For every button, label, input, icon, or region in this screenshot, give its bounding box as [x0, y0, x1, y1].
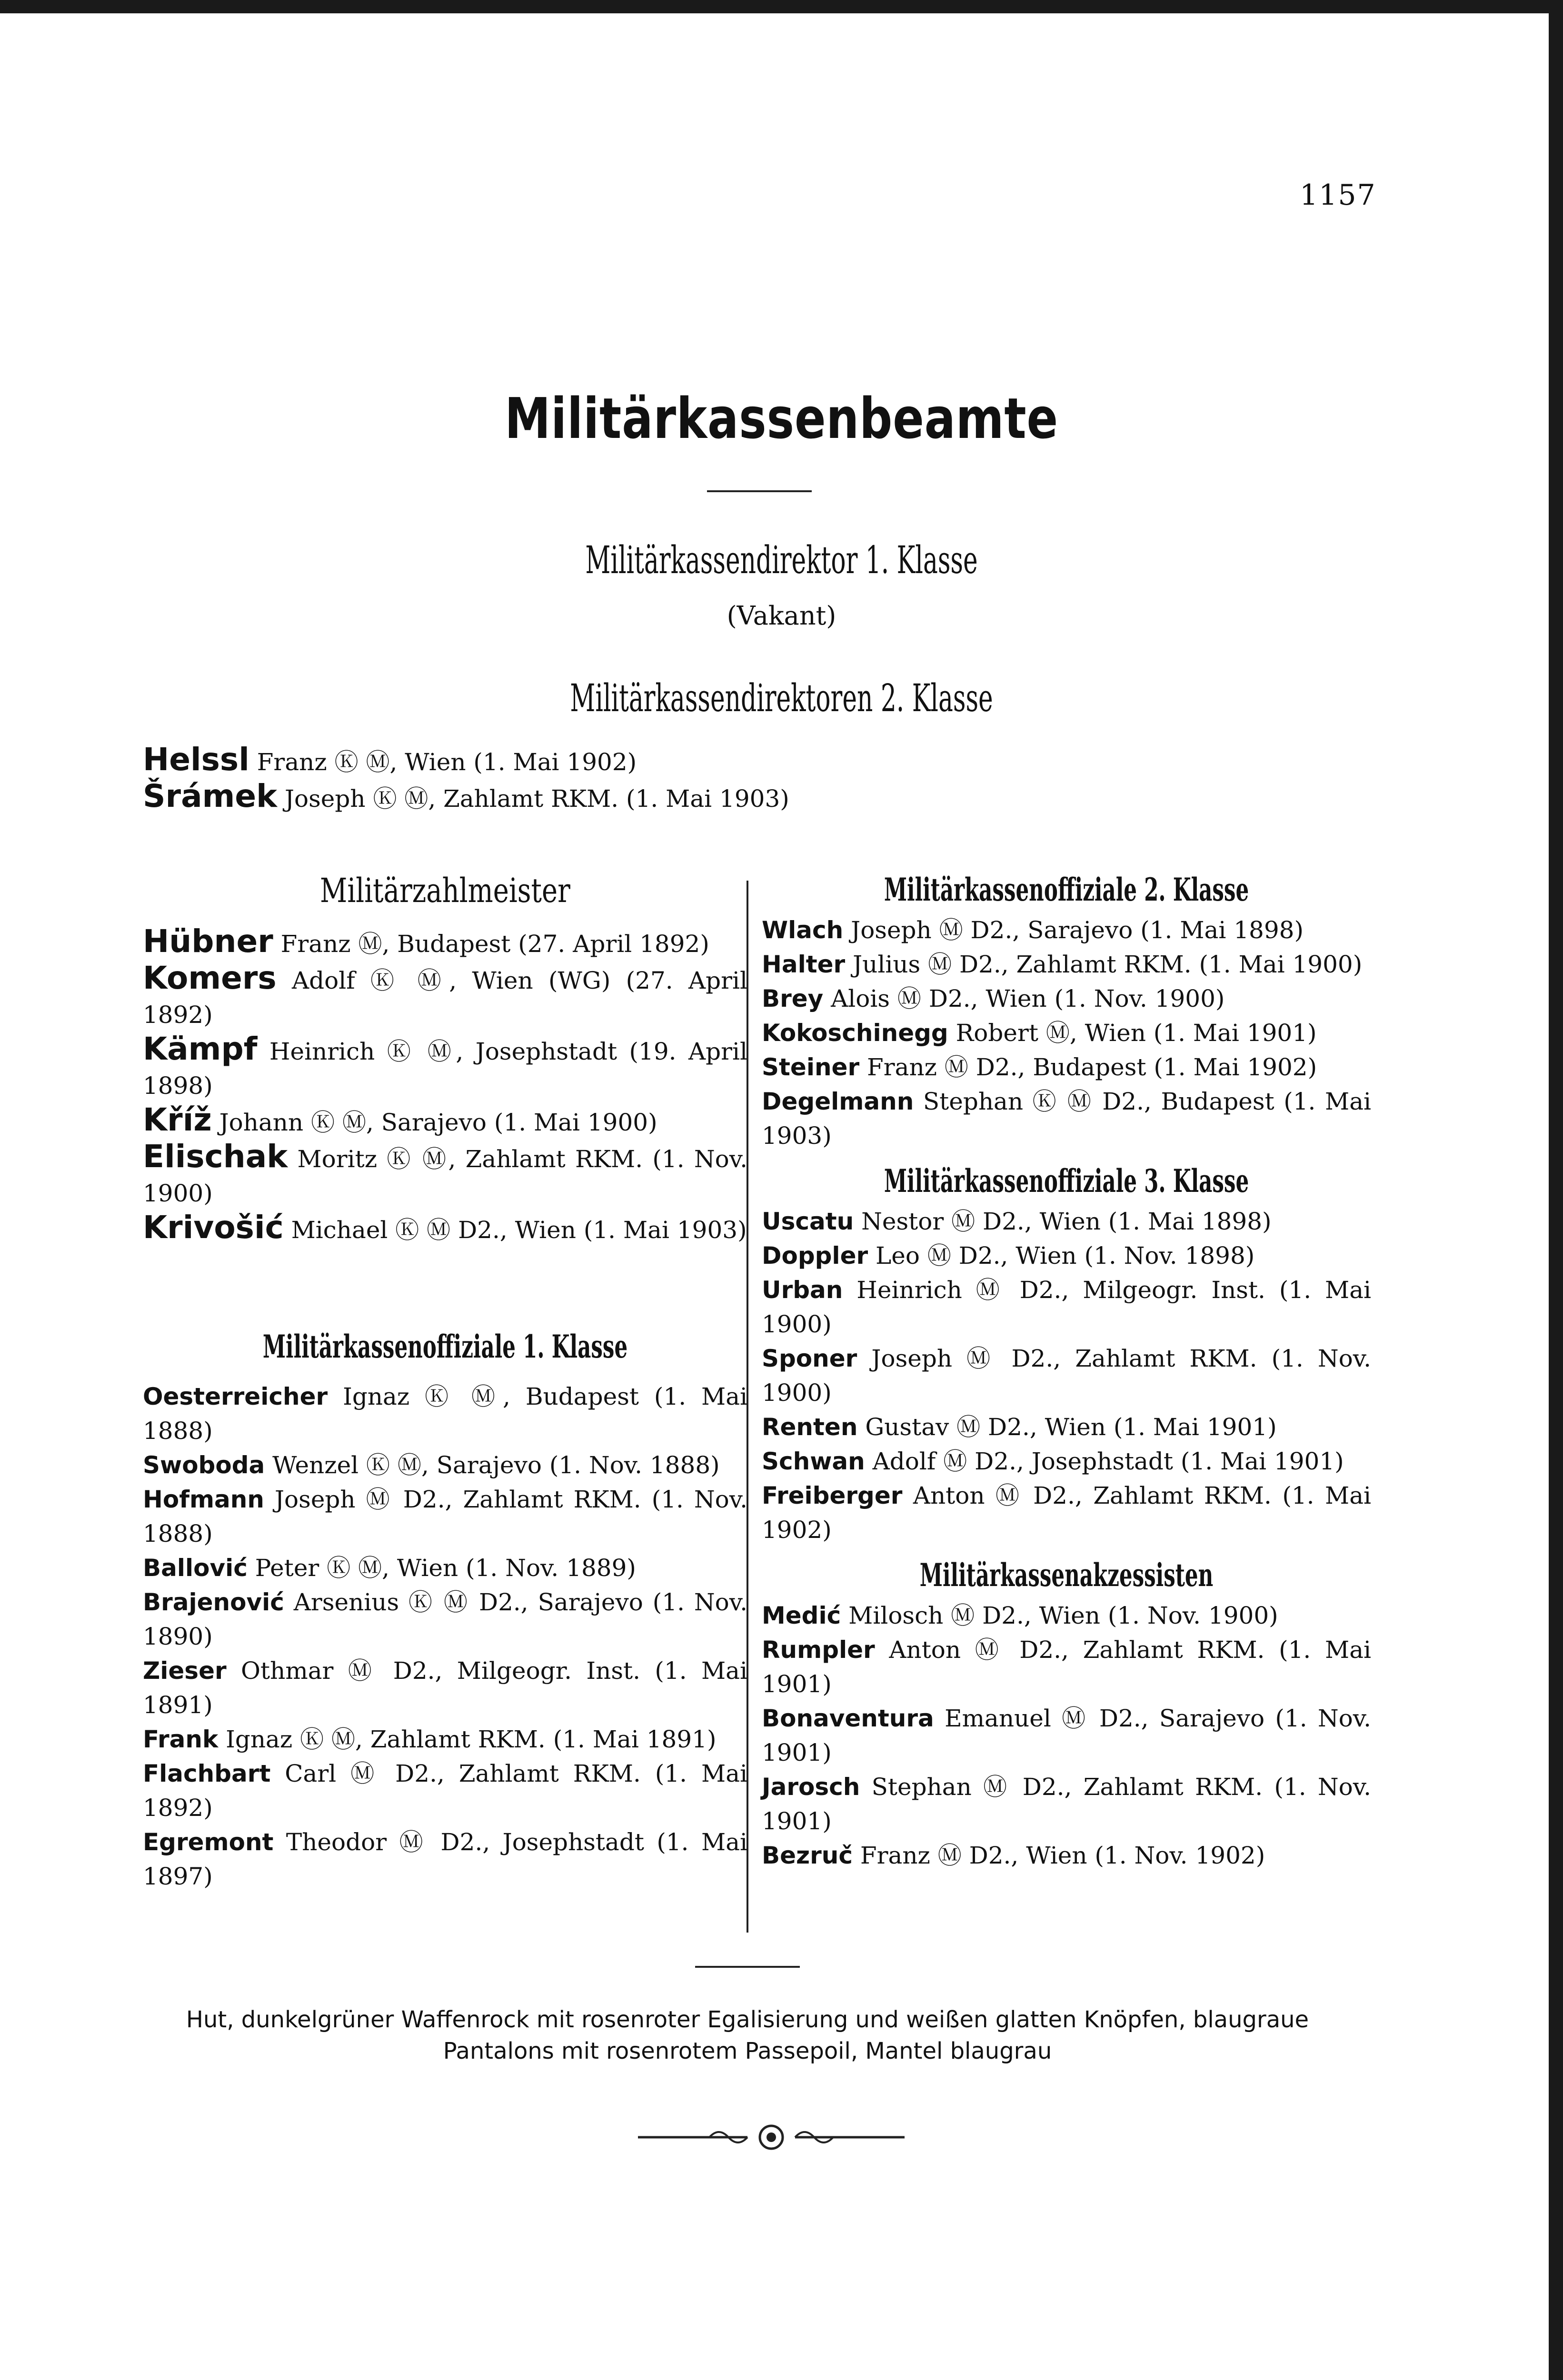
- entry-name: Degelmann: [762, 1088, 914, 1115]
- heading-direktoren-2: Militärkassendirektoren 2. Klasse: [570, 676, 993, 720]
- entry-name: Renten: [762, 1413, 858, 1441]
- list-item: [143, 1551, 747, 1585]
- footer-divider: [695, 1966, 800, 1968]
- entry-name: Jarosch: [762, 1773, 860, 1801]
- entry-text: Arsenius Ⓚ Ⓜ D2., Sarajevo (1. Nov. 1890): [143, 1588, 747, 1650]
- list-item: [762, 1633, 1371, 1701]
- entry-name: Sponer: [762, 1345, 857, 1372]
- entry-text: Heinrich Ⓚ Ⓜ, Josephstadt (19. April 1898): [143, 1038, 747, 1100]
- right-column: [762, 871, 1371, 1873]
- list-item: [762, 1478, 1371, 1547]
- list-item: [762, 947, 1371, 982]
- entry-text: Johann Ⓚ Ⓜ, Sarajevo (1. Mai 1900): [211, 1109, 657, 1136]
- entry-text: Joseph Ⓜ D2., Zahlamt RKM. (1. Nov. 1900): [762, 1345, 1371, 1407]
- list-item: [143, 1103, 747, 1140]
- list-item: [143, 1140, 747, 1210]
- title-divider: [707, 490, 812, 492]
- list-item: [143, 961, 747, 1032]
- list-item: [762, 982, 1371, 1016]
- direktoren-2-list: [143, 743, 1000, 816]
- entry-name: Kříž: [143, 1101, 212, 1138]
- entry-name: Oesterreicher: [143, 1383, 328, 1410]
- heading-zahlmeister: Militärzahlmeister: [320, 871, 570, 910]
- entry-name: Brey: [762, 985, 824, 1012]
- entry-text: Wenzel Ⓚ Ⓜ, Sarajevo (1. Nov. 1888): [265, 1451, 720, 1479]
- entry-name: Šrámek: [143, 778, 278, 814]
- entry-text: Joseph Ⓚ Ⓜ, Zahlamt RKM. (1. Mai 1903): [277, 785, 789, 813]
- entry-text: Anton Ⓜ D2., Zahlamt RKM. (1. Mai 1901): [762, 1636, 1371, 1698]
- entry-name: Ballović: [143, 1554, 248, 1582]
- entry-name: Bezruč: [762, 1842, 853, 1869]
- entry-name: Zieser: [143, 1657, 227, 1685]
- entry-name: Steiner: [762, 1053, 860, 1081]
- entry-text: Anton Ⓜ D2., Zahlamt RKM. (1. Mai 1902): [762, 1482, 1371, 1544]
- list-item: [762, 1598, 1371, 1633]
- entry-name: Rumpler: [762, 1636, 875, 1664]
- entry-text: Peter Ⓚ Ⓜ, Wien (1. Nov. 1889): [247, 1554, 636, 1582]
- entry-text: Robert Ⓜ, Wien (1. Mai 1901): [948, 1019, 1317, 1047]
- entry-text: Leo Ⓜ D2., Wien (1. Nov. 1898): [868, 1242, 1255, 1269]
- list-item: [762, 1770, 1371, 1838]
- page-number: 1157: [1300, 178, 1376, 212]
- entry-text: Milosch Ⓜ D2., Wien (1. Nov. 1900): [841, 1602, 1278, 1629]
- list-item: [143, 743, 1000, 779]
- list-item: [143, 1825, 747, 1894]
- decorative-ornament-icon: [638, 2123, 905, 2152]
- entry-name: Helssl: [143, 741, 249, 778]
- list-item: [762, 1341, 1371, 1410]
- left-column: [143, 871, 747, 1894]
- heading-akzessisten: Militärkassenakzessisten: [919, 1557, 1214, 1594]
- vakant-note: (Vakant): [727, 601, 836, 631]
- page-title: Militärkassenbeamte: [505, 386, 1058, 451]
- list-item: [762, 1016, 1371, 1050]
- list-item: [762, 1444, 1371, 1478]
- entry-name: Swoboda: [143, 1451, 265, 1479]
- list-item: [762, 1701, 1371, 1770]
- scan-border-top: [0, 0, 1563, 13]
- entry-name: Freiberger: [762, 1482, 903, 1509]
- list-item: [143, 1482, 747, 1551]
- list-item: [762, 1239, 1371, 1273]
- entry-text: Stephan Ⓚ Ⓜ D2., Budapest (1. Mai 1903): [762, 1088, 1371, 1150]
- list-item: [143, 1448, 747, 1482]
- heading-direktor-1: Militärkassendirektor 1. Klasse: [585, 538, 978, 582]
- list-item: [762, 1410, 1371, 1444]
- entry-name: Kokoschinegg: [762, 1019, 948, 1047]
- entry-name: Urban: [762, 1276, 843, 1304]
- entry-text: Ignaz Ⓚ Ⓜ, Budapest (1. Mai 1888): [143, 1383, 747, 1445]
- entry-name: Krivošić: [143, 1209, 284, 1246]
- entry-text: Nestor Ⓜ D2., Wien (1. Mai 1898): [854, 1208, 1272, 1235]
- entry-name: Hofmann: [143, 1486, 264, 1513]
- entry-name: Doppler: [762, 1242, 868, 1269]
- entry-text: Julius Ⓜ D2., Zahlamt RKM. (1. Mai 1900): [845, 951, 1363, 978]
- list-item: [143, 1379, 747, 1448]
- list-item: [143, 1210, 747, 1247]
- heading-offiziale-2: Militärkassenoffiziale 2. Klasse: [884, 871, 1249, 908]
- list-item: [143, 779, 1000, 816]
- list-item: [762, 1273, 1371, 1341]
- list-item: [143, 1722, 747, 1756]
- entry-text: Franz Ⓜ D2., Wien (1. Nov. 1902): [853, 1842, 1265, 1869]
- uniform-note: Hut, dunkelgrüner Waffenrock mit rosenroter Egalisierung und weißen glatten Knöpfen, blaugraue Pantalons mit rosenrotem Passepoil, Mantel blaugrau: [186, 2006, 1309, 2064]
- entry-text: Moritz Ⓚ Ⓜ, Zahlamt RKM. (1. Nov. 1900): [143, 1145, 747, 1207]
- list-item: [762, 1838, 1371, 1873]
- entry-name: Bonaventura: [762, 1705, 934, 1732]
- list-item: [762, 1050, 1371, 1084]
- list-item: [762, 1204, 1371, 1239]
- list-item: [143, 1032, 747, 1103]
- entry-name: Frank: [143, 1726, 219, 1753]
- list-item: [762, 913, 1371, 947]
- entry-name: Kämpf: [143, 1031, 258, 1067]
- entry-text: Carl Ⓜ D2., Zahlamt RKM. (1. Mai 1892): [143, 1760, 747, 1822]
- entry-name: Hübner: [143, 923, 273, 960]
- entry-text: Adolf Ⓜ D2., Josephstadt (1. Mai 1901): [865, 1448, 1344, 1475]
- heading-offiziale-3: Militärkassenoffiziale 3. Klasse: [884, 1162, 1249, 1200]
- entry-name: Brajenović: [143, 1588, 284, 1616]
- entry-text: Franz Ⓜ D2., Budapest (1. Mai 1902): [859, 1053, 1317, 1081]
- scan-border-right: [1549, 0, 1563, 2380]
- entry-text: Ignaz Ⓚ Ⓜ, Zahlamt RKM. (1. Mai 1891): [218, 1726, 717, 1753]
- entry-text: Othmar Ⓜ D2., Milgeogr. Inst. (1. Mai 1891): [143, 1657, 747, 1719]
- entry-text: Joseph Ⓜ D2., Zahlamt RKM. (1. Nov. 1888): [143, 1486, 747, 1547]
- entry-name: Wlach: [762, 916, 844, 944]
- list-item: [143, 1654, 747, 1722]
- entry-text: Emanuel Ⓜ D2., Sarajevo (1. Nov. 1901): [762, 1705, 1371, 1766]
- list-item: [143, 1756, 747, 1825]
- entry-name: Elischak: [143, 1138, 288, 1175]
- entry-name: Komers: [143, 960, 277, 996]
- entry-name: Schwan: [762, 1448, 865, 1475]
- entry-name: Halter: [762, 951, 846, 978]
- entry-name: Egremont: [143, 1828, 274, 1856]
- entry-text: Gustav Ⓜ D2., Wien (1. Mai 1901): [857, 1413, 1277, 1441]
- entry-text: Stephan Ⓜ D2., Zahlamt RKM. (1. Nov. 1901): [762, 1773, 1371, 1835]
- entry-text: Franz Ⓜ, Budapest (27. April 1892): [273, 930, 709, 958]
- entry-name: Medić: [762, 1602, 841, 1629]
- heading-offiziale-1: Militärkassenoffiziale 1. Klasse: [262, 1328, 628, 1365]
- entry-text: Heinrich Ⓜ D2., Milgeogr. Inst. (1. Mai 1900): [762, 1276, 1371, 1338]
- entry-text: Franz Ⓚ Ⓜ, Wien (1. Mai 1902): [249, 748, 637, 776]
- entry-text: Joseph Ⓜ D2., Sarajevo (1. Mai 1898): [843, 916, 1304, 944]
- entry-text: Michael Ⓚ Ⓜ D2., Wien (1. Mai 1903): [283, 1216, 747, 1244]
- entry-text: Theodor Ⓜ D2., Josephstadt (1. Mai 1897): [143, 1828, 747, 1890]
- entry-text: Adolf Ⓚ Ⓜ, Wien (WG) (27. April 1892): [143, 967, 747, 1029]
- list-item: [762, 1084, 1371, 1153]
- list-item: [143, 1585, 747, 1654]
- entry-name: Uscatu: [762, 1208, 854, 1235]
- entry-text: Alois Ⓜ D2., Wien (1. Nov. 1900): [823, 985, 1225, 1012]
- entry-name: Flachbart: [143, 1760, 271, 1787]
- list-item: [143, 924, 747, 961]
